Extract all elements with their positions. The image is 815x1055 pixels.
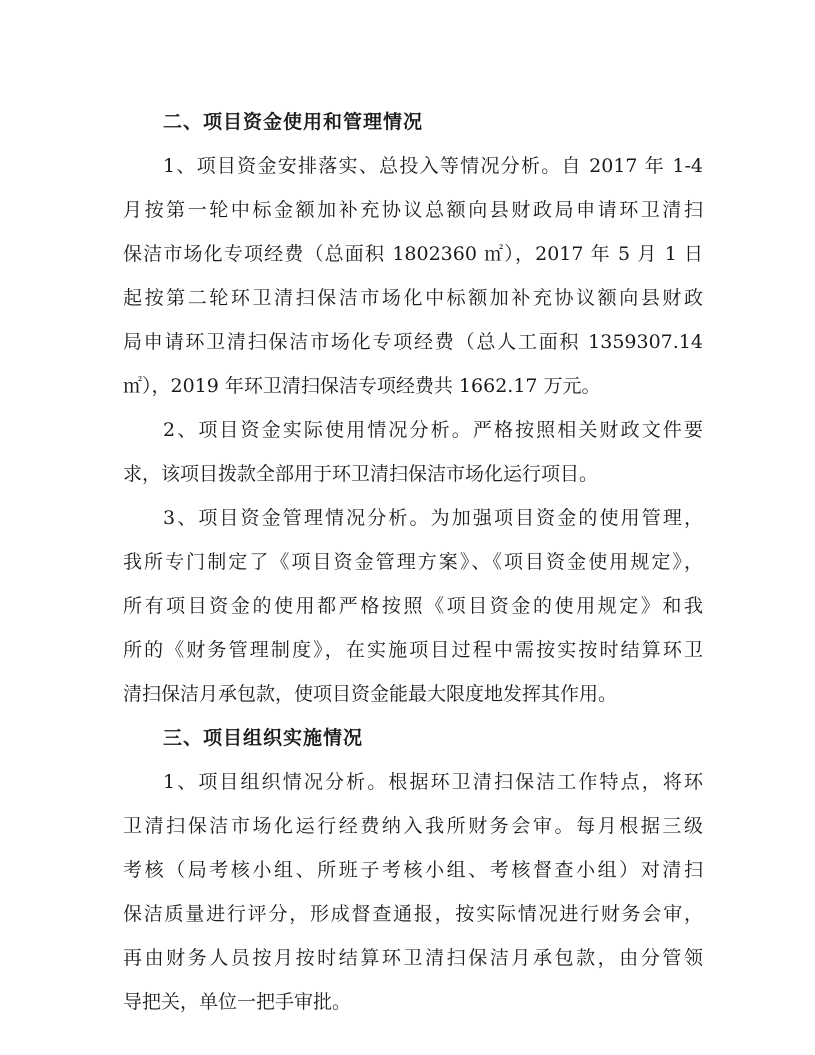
section-heading-implementation: 三、项目组织实施情况	[163, 727, 364, 749]
text-line: 我所专门制定了《项目资金管理方案》、《项目资金使用规定》，	[123, 551, 703, 573]
text-line: 1、项目组织情况分析。根据环卫清扫保洁工作特点，将环	[163, 771, 703, 793]
text-line: ㎡），2019 年环卫清扫保洁专项经费共 1662.17 万元。	[123, 375, 601, 397]
text-line: 所的《财务管理制度》，在实施项目过程中需按实按时结算环卫	[123, 639, 703, 661]
text-line: 起按第二轮环卫清扫保洁市场化中标额加补充协议额向县财政	[123, 287, 703, 309]
text-line: 导把关，单位一把手审批。	[123, 991, 352, 1013]
paragraph-funds-usage	[123, 408, 703, 496]
text-line: 再由财务人员按月按时结算环卫清扫保洁月承包款，由分管领	[123, 947, 703, 969]
paragraph-funds-arrangement	[123, 144, 703, 408]
text-line: 保洁质量进行评分，形成督查通报，按实际情况进行财务会审，	[123, 903, 703, 925]
text-line: 所有项目资金的使用都严格按照《项目资金的使用规定》和我	[123, 595, 703, 617]
paragraph-organization	[123, 760, 703, 1024]
text-line: 2、项目资金实际使用情况分析。严格按照相关财政文件要	[163, 419, 703, 441]
paragraph-funds-management	[123, 496, 703, 716]
document-body	[123, 100, 703, 1024]
text-line: 局申请环卫清扫保洁市场化专项经费（总人工面积 1359307.14	[123, 331, 703, 353]
text-line: 月按第一轮中标金额加补充协议总额向县财政局申请环卫清扫	[123, 199, 703, 221]
text-line: 考核（局考核小组、所班子考核小组、考核督查小组）对清扫	[123, 859, 703, 881]
text-line: 3、项目资金管理情况分析。为加强项目资金的使用管理，	[163, 507, 703, 529]
text-line: 1、项目资金安排落实、总投入等情况分析。自 2017 年 1-4	[163, 155, 703, 177]
section-heading-funds: 二、项目资金使用和管理情况	[163, 111, 424, 133]
text-line: 清扫保洁月承包款，使项目资金能最大限度地发挥其作用。	[123, 683, 618, 705]
text-line: 卫清扫保洁市场化运行经费纳入我所财务会审。每月根据三级	[123, 815, 703, 837]
text-line: 保洁市场化专项经费（总面积 1802360 ㎡），2017 年 5 月 1 日	[123, 243, 703, 265]
text-line: 求，该项目拨款全部用于环卫清扫保洁市场化运行项目。	[123, 463, 599, 485]
